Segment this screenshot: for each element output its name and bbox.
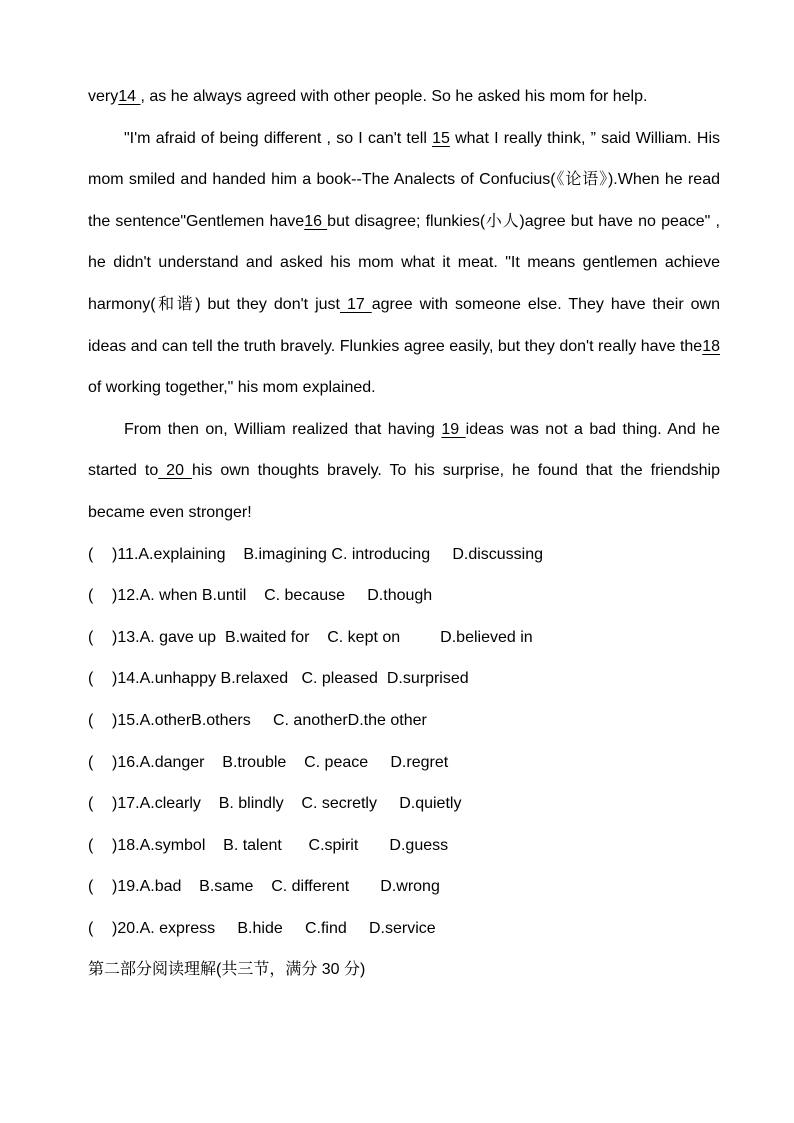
option-item-18 [88, 825, 720, 867]
option-item-11 [88, 534, 720, 576]
document-page [88, 76, 720, 991]
blank-19: 19 [441, 420, 466, 438]
blank-20: 20 [158, 462, 192, 480]
answer-paren[interactable]: ( [88, 711, 94, 729]
option-item-15 [88, 700, 720, 742]
option-item-14 [88, 658, 720, 700]
text: "I'm afraid of being different , so I can't tell [124, 129, 433, 147]
option-text: )20.A. express B.hide C.find D.service [112, 919, 436, 937]
text: of working together," his mom explained. [88, 379, 376, 397]
option-text: )15.A.otherB.others C. anotherD.the other [112, 711, 427, 729]
option-text: )19.A.bad B.same C. different D.wrong [112, 878, 440, 896]
option-item-16 [88, 742, 720, 784]
answer-paren[interactable]: ( [88, 628, 94, 646]
answer-paren[interactable]: ( [88, 919, 94, 937]
text: his own thoughts bravely. To his surprise, he found that the friendship became even stronger! [88, 462, 721, 521]
answer-paren[interactable]: ( [88, 836, 94, 854]
answer-paren[interactable]: ( [88, 587, 94, 605]
option-text: )14.A.unhappy B.relaxed C. pleased D.surprised [112, 670, 469, 688]
text: very [88, 88, 119, 105]
answer-paren[interactable]: ( [88, 878, 94, 896]
text: but disagree; flunkies(小人)agree but have no peace" , he didn't understand and asked his mom what it meat. "It means gentlemen achieve harmony(和谐) but they don't just [88, 212, 720, 313]
paragraph-2 [88, 118, 720, 409]
section-heading: 第二部分阅读理解(共三节，满分 30 分) [88, 961, 366, 979]
text: what I really think, ” said William. His mom smiled and handed him a book--The Analects of Confucius(《论语》).When he read the sentence"Gentlemen have [88, 129, 720, 230]
paragraph-3 [88, 409, 720, 534]
blank-15: 15 [432, 129, 450, 147]
options-list [88, 534, 720, 950]
option-item-17 [88, 783, 720, 825]
option-item-12 [88, 575, 720, 617]
answer-paren[interactable]: ( [88, 670, 94, 688]
blank-18: 18 [702, 337, 720, 355]
text: agree with someone else. They have their own ideas and can tell the truth bravely. Flunkies agree easily, but they don't really have the [88, 295, 721, 355]
option-text: )13.A. gave up B.waited for C. kept on D.believed in [112, 628, 533, 646]
option-text: )16.A.danger B.trouble C. peace D.regret [112, 753, 449, 771]
text: , as he always agreed with other people. So he asked his mom for help. [140, 88, 648, 105]
text: From then on, William realized that having [124, 420, 442, 438]
blank-14: 14 [118, 88, 141, 105]
answer-paren[interactable]: ( [88, 795, 94, 813]
option-item-13 [88, 617, 720, 659]
paragraph-1 [88, 76, 720, 118]
option-item-20 [88, 908, 720, 950]
option-text: )11.A.explaining B.imagining C. introducing D.discussing [112, 545, 544, 563]
option-item-19 [88, 866, 720, 908]
answer-paren[interactable]: ( [88, 753, 94, 771]
blank-17: 17 [339, 295, 372, 313]
answer-paren[interactable]: ( [88, 545, 94, 563]
option-text: )18.A.symbol B. talent C.spirit D.guess [112, 836, 449, 854]
blank-16: 16 [304, 212, 328, 230]
option-text: )12.A. when B.until C. because D.though [112, 587, 433, 605]
text: ideas was not a bad thing. And he started to [88, 420, 720, 480]
option-text: )17.A.clearly B. blindly C. secretly D.quietly [112, 795, 462, 813]
